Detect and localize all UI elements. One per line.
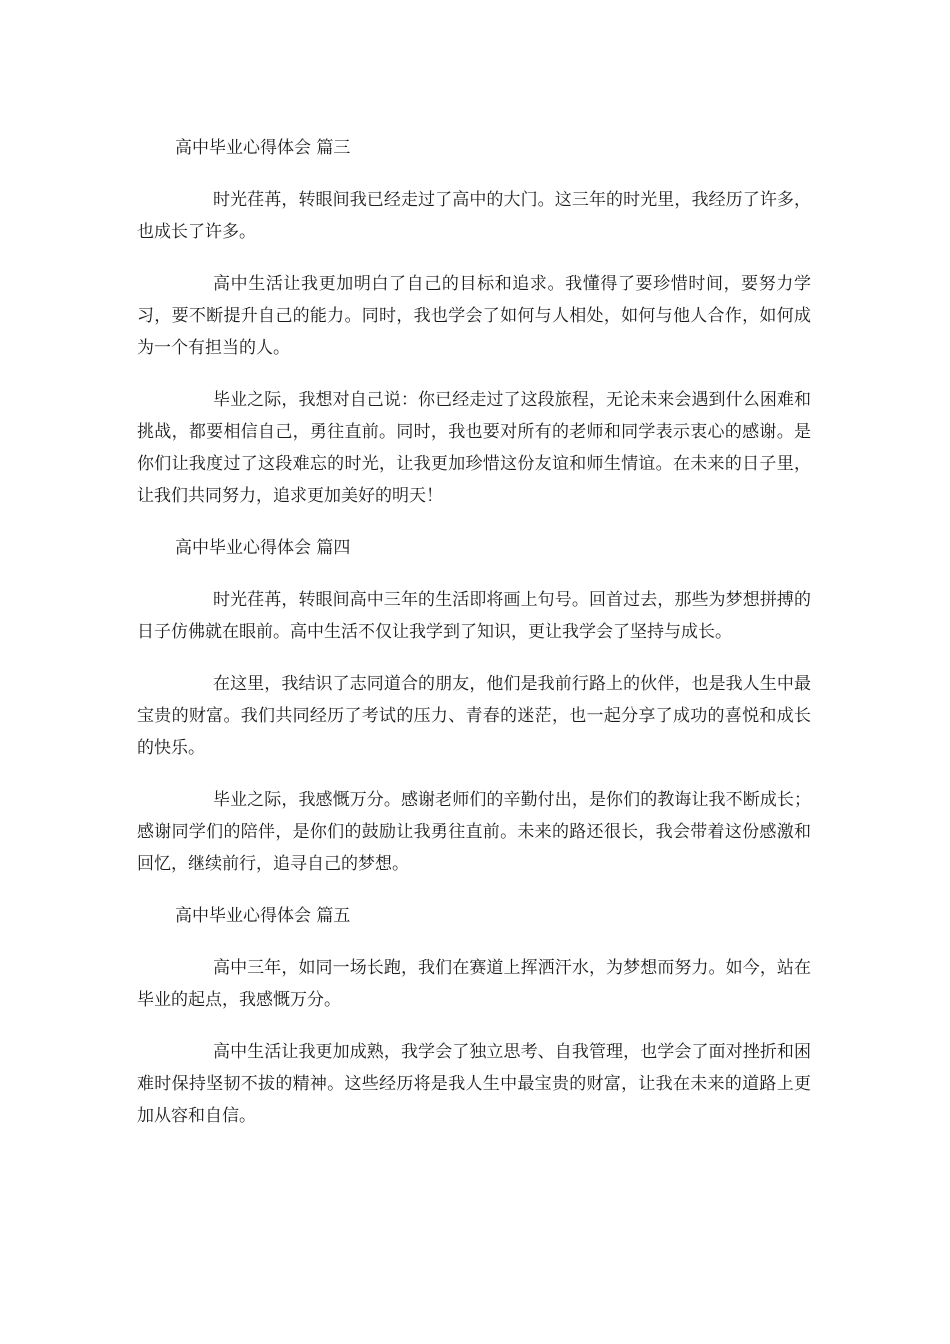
paragraph: 毕业之际，我感慨万分。感谢老师们的辛勤付出，是你们的教诲让我不断成长；感谢同学们的陪伴，是你们的鼓励让我勇往直前。未来的路还很长，我会带着这份感激和回忆，继续前行，追寻自己的梦想。 (137, 790, 811, 874)
paragraph: 在这里，我结识了志同道合的朋友，他们是我前行路上的伙伴，也是我人生中最宝贵的财富。我们共同经历了考试的压力、青春的迷茫，也一起分享了成功的喜悦和成长的快乐。 (137, 674, 811, 758)
section-heading: 高中毕业心得体会 篇五 (175, 906, 351, 926)
paragraph: 高中生活让我更加成熟，我学会了独立思考、自我管理，也学会了面对挫折和困难时保持坚韧不拔的精神。这些经历将是我人生中最宝贵的财富，让我在未来的道路上更加从容和自信。 (137, 1042, 811, 1126)
section-3 (137, 132, 811, 512)
section-5 (137, 900, 811, 1132)
paragraph: 高中三年，如同一场长跑，我们在赛道上挥洒汗水，为梦想而努力。如今，站在毕业的起点，我感慨万分。 (137, 958, 811, 1010)
section-heading: 高中毕业心得体会 篇三 (175, 138, 351, 158)
document-body (137, 132, 811, 1152)
paragraph: 高中生活让我更加明白了自己的目标和追求。我懂得了要珍惜时间，要努力学习，要不断提升自己的能力。同时，我也学会了如何与人相处，如何与他人合作，如何成为一个有担当的人。 (137, 274, 811, 358)
section-4 (137, 532, 811, 880)
paragraph: 时光荏苒，转眼间我已经走过了高中的大门。这三年的时光里，我经历了许多，也成长了许多。 (137, 190, 811, 242)
section-heading: 高中毕业心得体会 篇四 (175, 538, 351, 558)
paragraph: 毕业之际，我想对自己说：你已经走过了这段旅程，无论未来会遇到什么困难和挑战，都要相信自己，勇往直前。同时，我也要对所有的老师和同学表示衷心的感谢。是你们让我度过了这段难忘的时光，让我更加珍惜这份友谊和师生情谊。在未来的日子里，让我们共同努力，追求更加美好的明天！ (137, 390, 811, 506)
paragraph: 时光荏苒，转眼间高中三年的生活即将画上句号。回首过去，那些为梦想拼搏的日子仿佛就在眼前。高中生活不仅让我学到了知识，更让我学会了坚持与成长。 (137, 590, 811, 642)
